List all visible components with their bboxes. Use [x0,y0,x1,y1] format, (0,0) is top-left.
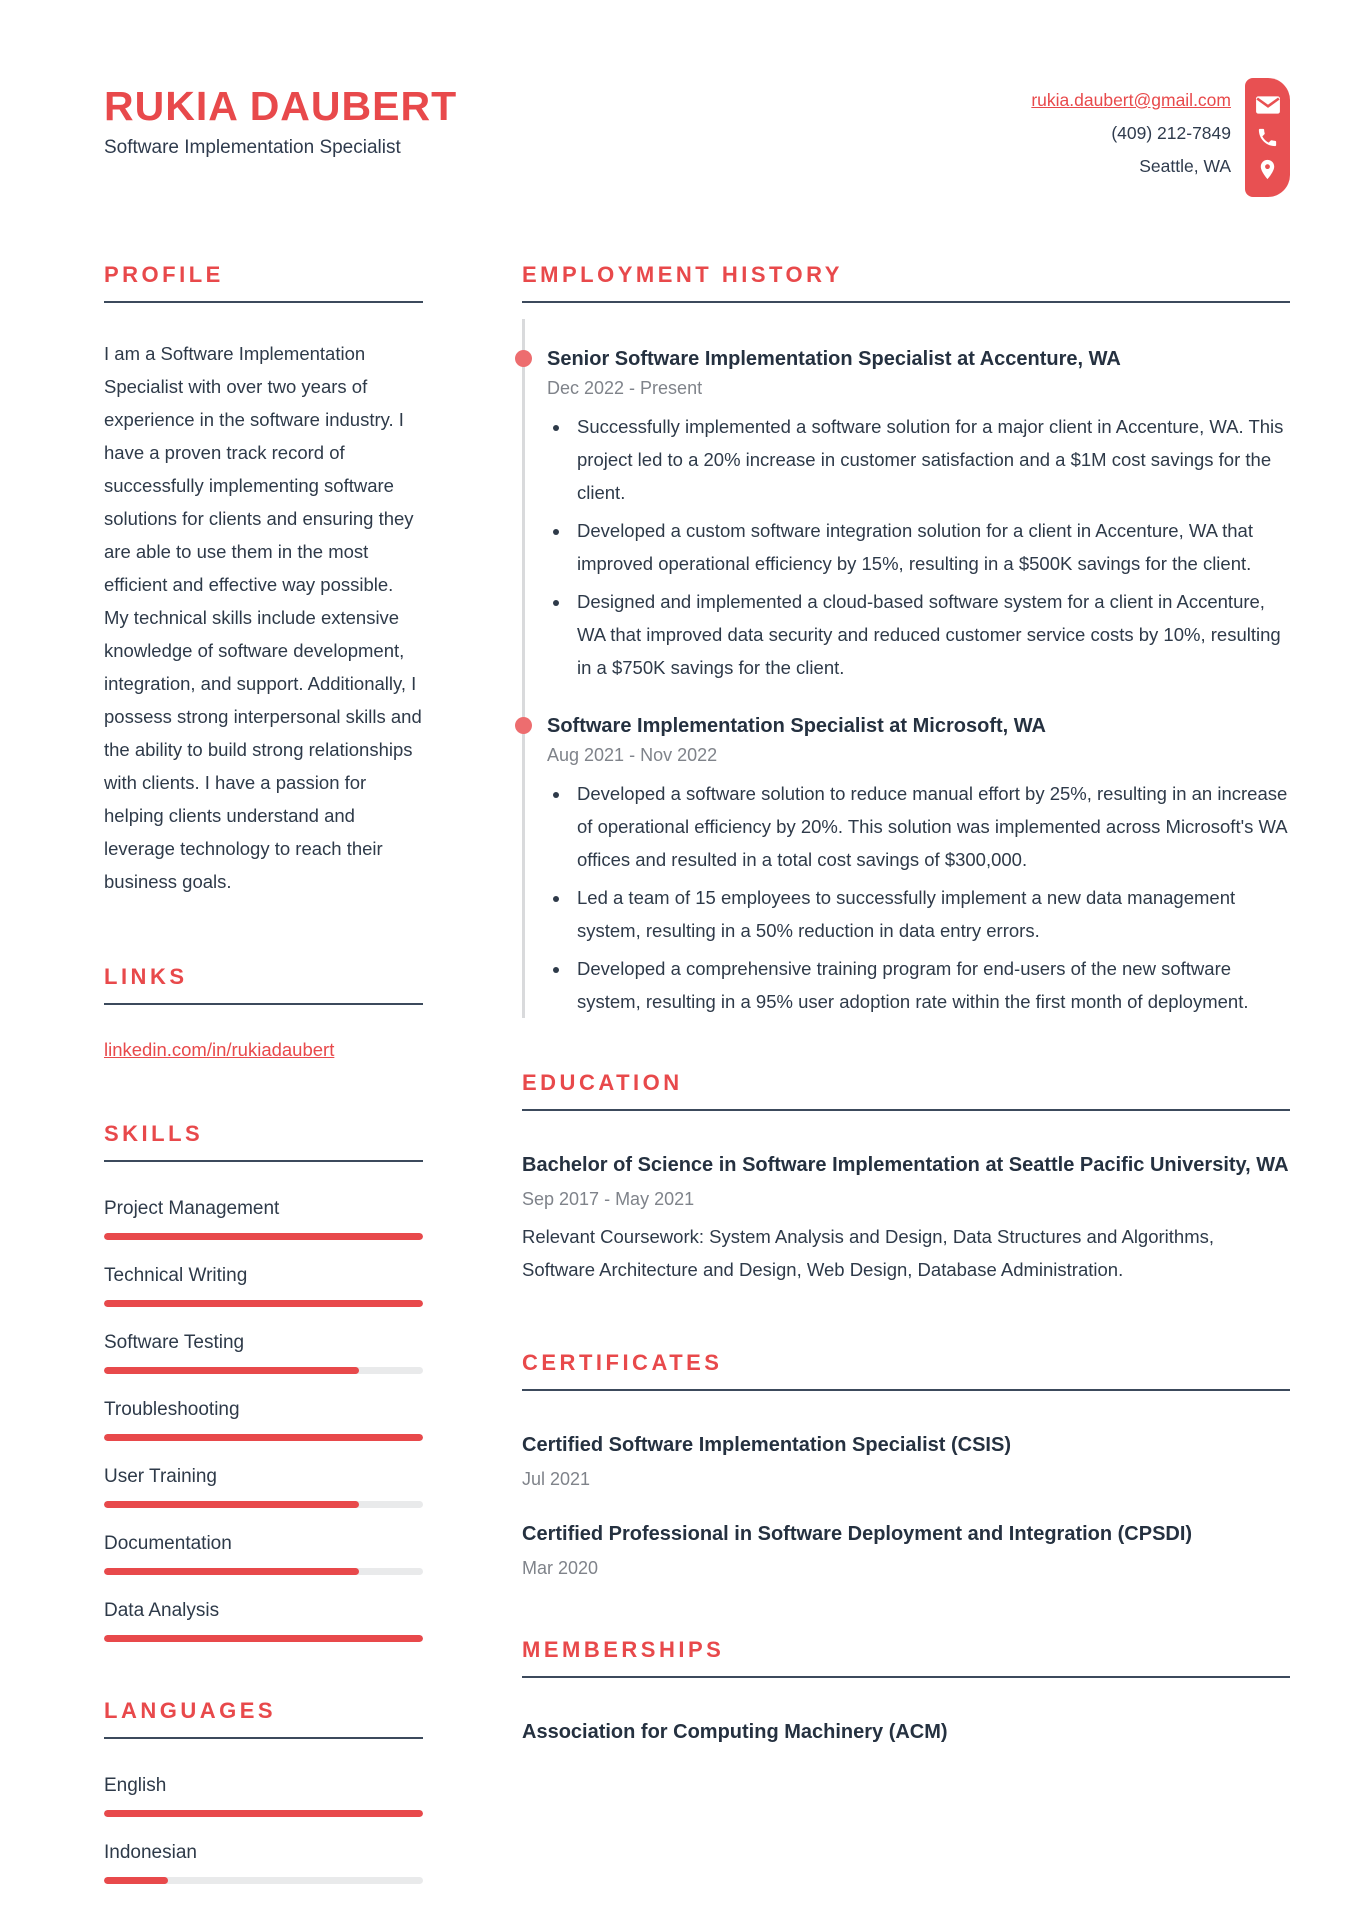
certificate-dates: Mar 2020 [522,1558,599,1578]
links-heading: LINKS [104,964,188,989]
email-link[interactable]: rukia.daubert@gmail.com [1031,90,1231,110]
skill-bar-fill [104,1568,359,1575]
language-label: English [104,1775,167,1796]
location-text: Seattle, WA [1139,156,1231,176]
skill-bar-track [104,1233,423,1240]
job-title: Senior Software Implementation Specialist at Accenture, WA [547,348,1121,370]
memberships-heading: MEMBERSHIPS [522,1637,725,1662]
left-column [104,262,423,1909]
skill-item [104,1198,423,1240]
skill-item [104,1533,423,1575]
employment-timeline [522,319,1290,1018]
right-column [522,262,1290,1909]
language-label: Indonesian [104,1842,197,1863]
body-columns [104,262,1290,1909]
certificate-title: Certified Software Implementation Specialist (CSIS) [522,1434,1011,1456]
skill-label: Data Analysis [104,1600,220,1621]
employment-heading: EMPLOYMENT HISTORY [522,262,843,287]
education-section [522,1070,1290,1286]
language-bar-track [104,1810,423,1817]
membership-title: Association for Computing Machinery (ACM) [522,1721,948,1743]
skill-bar-fill [104,1233,423,1240]
profile-section [104,262,423,898]
profile-heading: PROFILE [104,262,224,287]
skill-bar-track [104,1367,423,1374]
person-name: RUKIA DAUBERT [104,83,458,129]
job-dates: Dec 2022 - Present [547,378,703,398]
skill-label: User Training [104,1466,217,1487]
timeline-dot-icon [515,717,532,734]
section-rule [522,1109,1290,1111]
memberships-section [522,1637,1290,1750]
skill-bar-fill [104,1367,359,1374]
section-rule [522,1676,1290,1678]
job-bullet-list [571,777,1290,1018]
language-item [104,1842,423,1884]
job-entry [525,345,1290,684]
section-rule [104,1737,423,1739]
phone-icon [1256,126,1279,149]
language-item [104,1775,423,1817]
coursework-text: Relevant Coursework: System Analysis and Design, Data Structures and Algorithms, Software Architecture and Design, Web Design, Database Administration. [522,1226,1215,1280]
section-rule [104,1003,423,1005]
skill-bar-fill [104,1635,423,1642]
envelope-icon [1255,94,1281,116]
language-bar-fill [104,1810,423,1817]
skill-label: Project Management [104,1198,280,1219]
links-section [104,964,423,1061]
skill-label: Software Testing [104,1332,245,1353]
education-dates: Sep 2017 - May 2021 [522,1189,695,1209]
skill-bar-track [104,1635,423,1642]
certificate-entry [522,1427,1290,1490]
skill-label: Technical Writing [104,1265,248,1286]
certificates-section [522,1350,1290,1579]
skill-bar-track [104,1300,423,1307]
job-bullet: • Led a team of 15 employees to successfully implement a new data management system, resulting in a 50% reduction in data entry errors. [571,881,1290,947]
degree-title: Bachelor of Science in Software Implementation at Seattle Pacific University, WA [522,1154,1289,1176]
certificate-title: Certified Professional in Software Deployment and Integration (CPSDI) [522,1523,1193,1545]
skills-heading: SKILLS [104,1121,204,1146]
job-dates: Aug 2021 - Nov 2022 [547,745,718,765]
skill-bar-fill [104,1434,423,1441]
linkedin-link[interactable]: linkedin.com/in/rukiadaubert [104,1039,335,1060]
job-bullet-list [571,410,1290,684]
skill-item [104,1265,423,1307]
languages-heading: LANGUAGES [104,1698,277,1723]
job-bullet: • Designed and implemented a cloud-based software system for a client in Accenture, WA that improved data security and reduced customer service costs by 10%, resulting in a $750K savings for the client. [571,585,1290,684]
job-bullet: • Successfully implemented a software solution for a major client in Accenture, WA. This project led to a 20% increase in customer satisfaction and a $1M cost savings for the client. [571,410,1290,509]
job-title: Software Implementation Specialist at Microsoft, WA [547,715,1046,737]
certificate-dates: Jul 2021 [522,1469,591,1489]
skills-list [104,1198,423,1642]
skill-item [104,1600,423,1642]
contact-icon-badge [1245,78,1290,197]
skill-bar-track [104,1568,423,1575]
section-rule [104,301,423,303]
skill-bar-fill [104,1300,423,1307]
job-bullet: • Developed a comprehensive training program for end-users of the new software system, resulting in a 95% user adoption rate within the first month of deployment. [571,952,1290,1018]
header [104,0,1290,230]
person-job-title: Software Implementation Specialist [104,137,401,159]
job-bullet: • Developed a software solution to reduce manual effort by 25%, resulting in an increase of operational efficiency by 20%. This solution was implemented across Microsoft's WA offices and resulted in a total cost savings of $300,000. [571,777,1290,876]
skill-label: Documentation [104,1533,232,1554]
contact-block [1031,78,1290,197]
skills-section [104,1121,423,1642]
skill-bar-track [104,1434,423,1441]
skill-item [104,1466,423,1508]
skill-bar-fill [104,1501,359,1508]
skill-bar-track [104,1501,423,1508]
section-rule [522,1389,1290,1391]
skill-item [104,1399,423,1441]
phone-number: (409) 212-7849 [1111,123,1231,143]
contact-lines [1031,78,1231,183]
certificates-heading: CERTIFICATES [522,1350,723,1375]
languages-section [104,1698,423,1884]
language-bar-fill [104,1877,168,1884]
job-entry [525,712,1290,1018]
education-heading: EDUCATION [522,1070,683,1095]
timeline-dot-icon [515,350,532,367]
skill-label: Troubleshooting [104,1399,240,1420]
map-pin-icon [1256,158,1279,181]
identity-block [104,84,457,159]
certificate-entry [522,1516,1290,1579]
employment-section [522,262,1290,1018]
skill-item [104,1332,423,1374]
section-rule [522,301,1290,303]
profile-text: I am a Software Implementation Specialist with over two years of experience in the software industry. I have a proven track record of successfully implementing software solutions for clients and ensuring they are able to use them in the most efficient and effective way possible. My technical skills include extensive knowledge of software development, integration, and support. Additionally, I possess strong interpersonal skills and the ability to build strong relationships with clients. I have a passion for helping clients understand and leverage technology to reach their business goals. [104,343,422,892]
job-bullet: • Developed a custom software integration solution for a client in Accenture, WA that improved operational efficiency by 15%, resulting in a $500K savings for the client. [571,514,1290,580]
section-rule [104,1160,423,1162]
language-bar-track [104,1877,423,1884]
languages-list [104,1775,423,1884]
